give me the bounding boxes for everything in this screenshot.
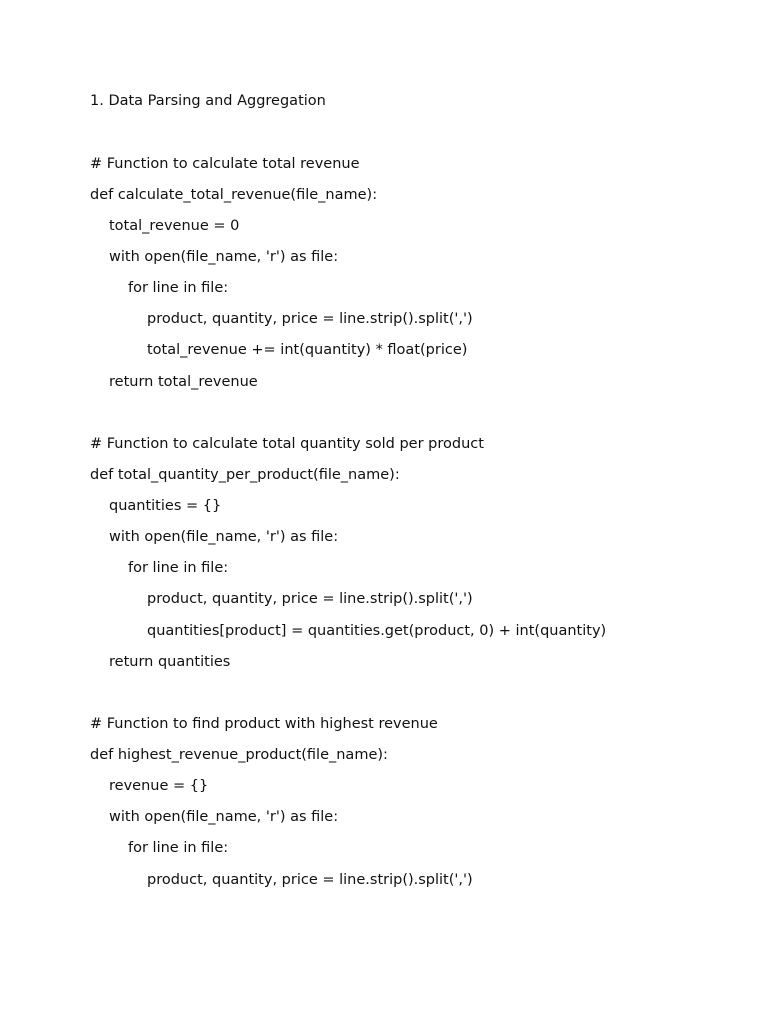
- code-line: total_revenue = 0: [109, 218, 240, 234]
- code-line: revenue = {}: [109, 778, 209, 794]
- code-line: product, quantity, price = line.strip().split(','): [147, 311, 473, 327]
- code-line: def total_quantity_per_product(file_name):: [90, 467, 400, 483]
- code-comment: # Function to calculate total quantity sold per product: [90, 436, 484, 452]
- code-line: for line in file:: [128, 560, 229, 576]
- code-line: def calculate_total_revenue(file_name):: [90, 187, 378, 203]
- code-line: for line in file:: [128, 280, 229, 296]
- code-line: quantities = {}: [109, 498, 222, 514]
- code-line: for line in file:: [128, 840, 229, 856]
- code-line: quantities[product] = quantities.get(product, 0) + int(quantity): [147, 623, 607, 639]
- code-line: def highest_revenue_product(file_name):: [90, 747, 388, 763]
- code-line: total_revenue += int(quantity) * float(price): [147, 342, 468, 358]
- code-comment: # Function to find product with highest revenue: [90, 716, 438, 732]
- code-line: product, quantity, price = line.strip().split(','): [147, 591, 473, 607]
- code-comment: # Function to calculate total revenue: [90, 156, 360, 172]
- code-line: return total_revenue: [109, 374, 258, 390]
- code-line: with open(file_name, 'r') as file:: [109, 809, 339, 825]
- section-heading: 1. Data Parsing and Aggregation: [90, 93, 326, 109]
- code-line: with open(file_name, 'r') as file:: [109, 249, 339, 265]
- code-line: with open(file_name, 'r') as file:: [109, 529, 339, 545]
- code-line: product, quantity, price = line.strip().split(','): [147, 872, 473, 888]
- code-line: return quantities: [109, 654, 231, 670]
